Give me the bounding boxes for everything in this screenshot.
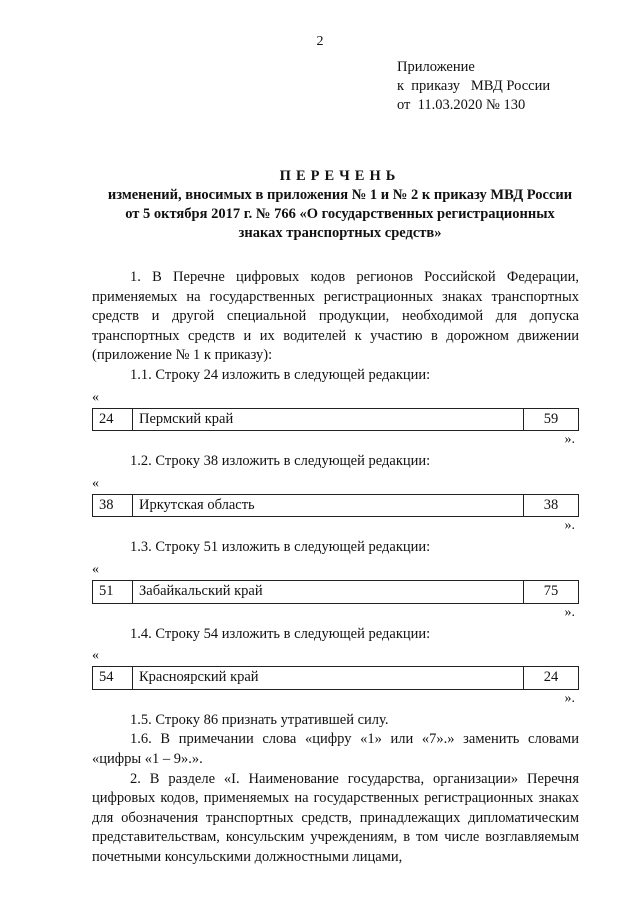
document-title — [60, 167, 620, 243]
region-code: 54 — [93, 667, 133, 690]
title-line-3: знаках транспортных средств» — [238, 225, 442, 241]
title-line-1: изменений, вносимых в приложения № 1 и № 2 к приказу МВД России — [107, 187, 573, 203]
region-table-38 — [92, 494, 579, 518]
table-row — [93, 494, 579, 517]
quote-close: ». — [564, 690, 575, 706]
appendix-header — [397, 58, 550, 115]
region-name: Иркутская область — [133, 494, 524, 517]
region-value: 75 — [524, 580, 579, 603]
quote-open: « — [92, 389, 99, 405]
item-1-1: 1.1. Строку 24 изложить в следующей редакции: — [130, 366, 431, 383]
region-code: 51 — [93, 580, 133, 603]
title-heading: ПЕРЕЧЕНЬ — [279, 168, 401, 184]
region-value: 59 — [524, 408, 579, 431]
title-line-2: от 5 октября 2017 г. № 766 «О государственных регистрационных — [125, 206, 555, 222]
region-value: 24 — [524, 667, 579, 690]
appendix-line-1: Приложение — [397, 59, 475, 75]
quote-open: « — [92, 648, 99, 664]
region-table-24 — [92, 408, 579, 432]
region-name: Забайкальский край — [133, 580, 524, 603]
quote-open: « — [92, 475, 99, 491]
paragraph-2: 2. В разделе «I. Наименование государства, организации» Перечня цифровых кодов, применяемых на государственных регистрационных знаках для обозначения транспортных средств, принадлежащих дипломатическим представительствам, консульским учреждениям, в том числе возглавляемым почетными консульскими должностными лицами, — [92, 770, 579, 865]
item-1-6: 1.6. В примечании слова «цифру «1» или «7».» заменить словами «цифры «1 – 9».». — [92, 731, 579, 767]
document-body — [92, 268, 579, 867]
region-code: 38 — [93, 494, 133, 517]
quote-close: ». — [564, 432, 575, 448]
paragraph-1: 1. В Перечне цифровых кодов регионов Российской Федерации, применяемых на государственных регистрационных знаках транспортных средств и другой специальной продукции, необходимой для допуска транспортных средств и их водителей к участию в дорожном движении (приложение № 1 к приказу): — [92, 269, 579, 364]
region-name: Красноярский край — [133, 667, 524, 690]
region-value: 38 — [524, 494, 579, 517]
quote-close: ». — [564, 604, 575, 620]
table-row — [93, 580, 579, 603]
region-table-54 — [92, 666, 579, 690]
item-1-4: 1.4. Строку 54 изложить в следующей редакции: — [130, 625, 431, 642]
page-number: 2 — [316, 34, 324, 49]
table-row — [93, 667, 579, 690]
item-1-5: 1.5. Строку 86 признать утратившей силу. — [130, 711, 389, 728]
item-1-3: 1.3. Строку 51 изложить в следующей редакции: — [130, 539, 431, 556]
quote-close: ». — [564, 518, 575, 534]
region-table-51 — [92, 580, 579, 604]
appendix-line-3: от 11.03.2020 № 130 — [397, 97, 526, 113]
quote-open: « — [92, 561, 99, 577]
item-1-2: 1.2. Строку 38 изложить в следующей редакции: — [130, 453, 431, 470]
region-code: 24 — [93, 408, 133, 431]
appendix-line-2: к приказу МВД России — [397, 78, 551, 94]
region-name: Пермский край — [133, 408, 524, 431]
table-row — [93, 408, 579, 431]
